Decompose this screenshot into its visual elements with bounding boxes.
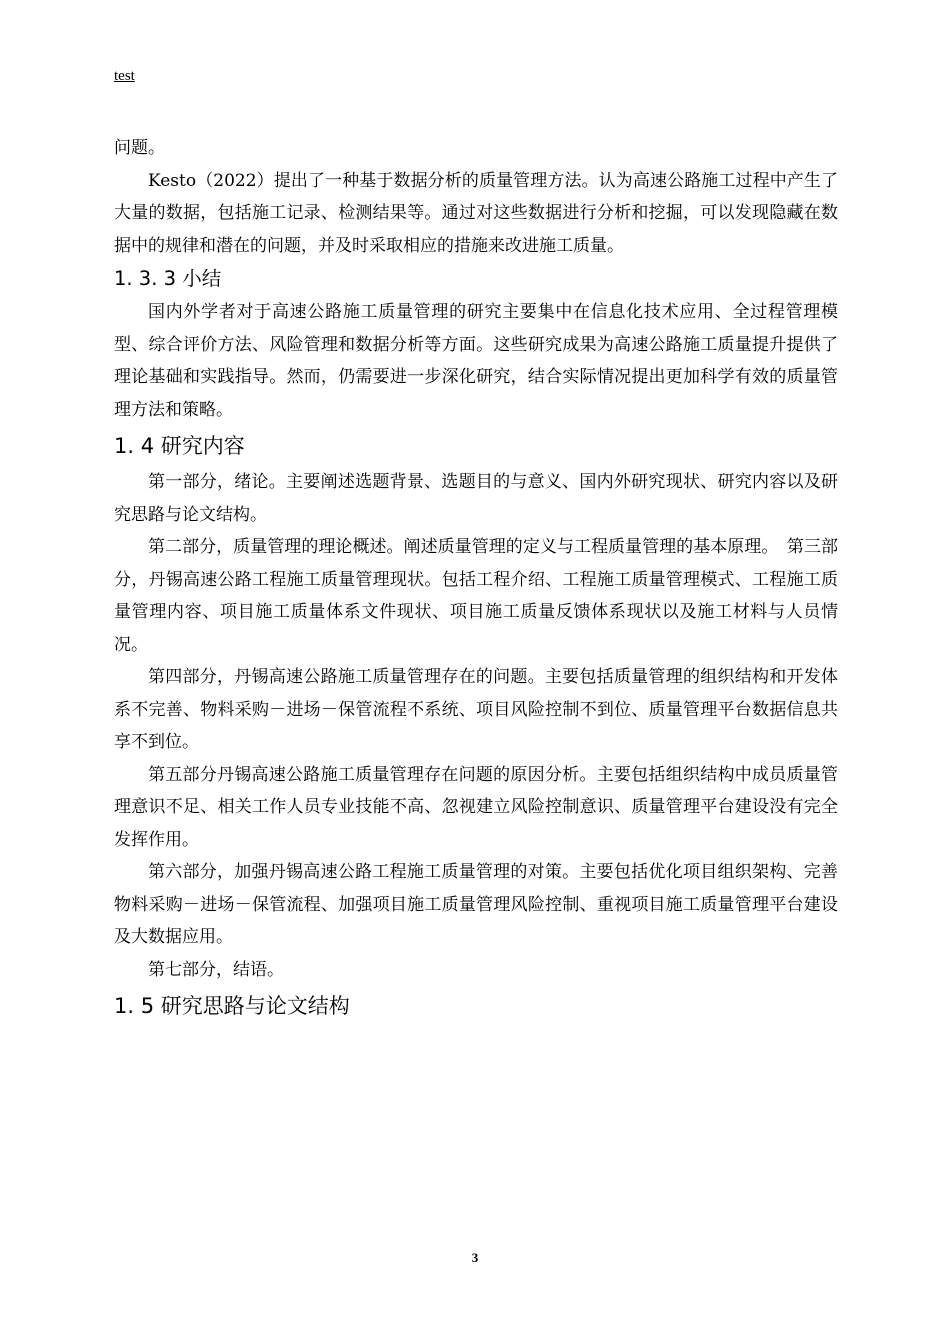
paragraph-summary: 国内外学者对于高速公路施工质量管理的研究主要集中在信息化技术应用、全过程管理模型、综合评价方法、风险管理和数据分析等方面。这些研究成果为高速公路施工质量提升提供了理论基础和实践指导。然而，仍需要进一步深化研究，结合实际情况提出更加科学有效的质量管理方法和策略。 [114, 302, 838, 420]
paragraph-kesto: Kesto（2022）提出了一种基于数据分析的质量管理方法。认为高速公路施工过程中产生了大量的数据，包括施工记录、检测结果等。通过对这些数据进行分析和挖掘，可以发现隐藏在数据中的规律和潜在的问题，并及时采取相应的措施来改进施工质量。 [114, 170, 838, 256]
page-header-text: test [114, 68, 135, 84]
paragraph-part-1: 第一部分，绪论。主要阐述选题背景、选题目的与意义、国内外研究现状、研究内容以及研究思路与论文结构。 [114, 472, 838, 525]
document-body [114, 132, 838, 1026]
heading-1-3-3: 1. 3. 3 小结 [114, 267, 222, 290]
page-number: 3 [471, 1250, 479, 1265]
paragraph-part-5: 第五部分丹锡高速公路施工质量管理存在问题的原因分析。主要包括组织结构中成员质量管理意识不足、相关工作人员专业技能不高、忽视建立风险控制意识、质量管理平台建设没有完全发挥作用。 [114, 764, 838, 850]
paragraph-part-2-3: 第二部分，质量管理的理论概述。阐述质量管理的定义与工程质量管理的基本原理。 第三部分，丹锡高速公路工程施工质量管理现状。包括工程介绍、工程施工质量管理模式、工程施工质量管理内容、项目施工质量体系文件现状、项目施工质量反馈体系现状以及施工材料与人员情况。 [114, 537, 838, 655]
paragraph-part-6: 第六部分，加强丹锡高速公路工程施工质量管理的对策。主要包括优化项目组织架构、完善物料采购－进场－保管流程、加强项目施工质量管理风险控制、重视项目施工质量管理平台建设及大数据应用。 [114, 862, 838, 947]
paragraph-part-7: 第七部分，结语。 [148, 959, 284, 980]
heading-1-5: 1. 5 研究思路与论文结构 [114, 994, 350, 1018]
paragraph-continuation: 问题。 [114, 138, 165, 158]
heading-1-4: 1. 4 研究内容 [114, 434, 245, 458]
paragraph-part-4: 第四部分，丹锡高速公路施工质量管理存在的问题。主要包括质量管理的组织结构和开发体系不完善、物料采购－进场－保管流程不系统、项目风险控制不到位、质量管理平台数据信息共享不到位。 [114, 667, 838, 752]
